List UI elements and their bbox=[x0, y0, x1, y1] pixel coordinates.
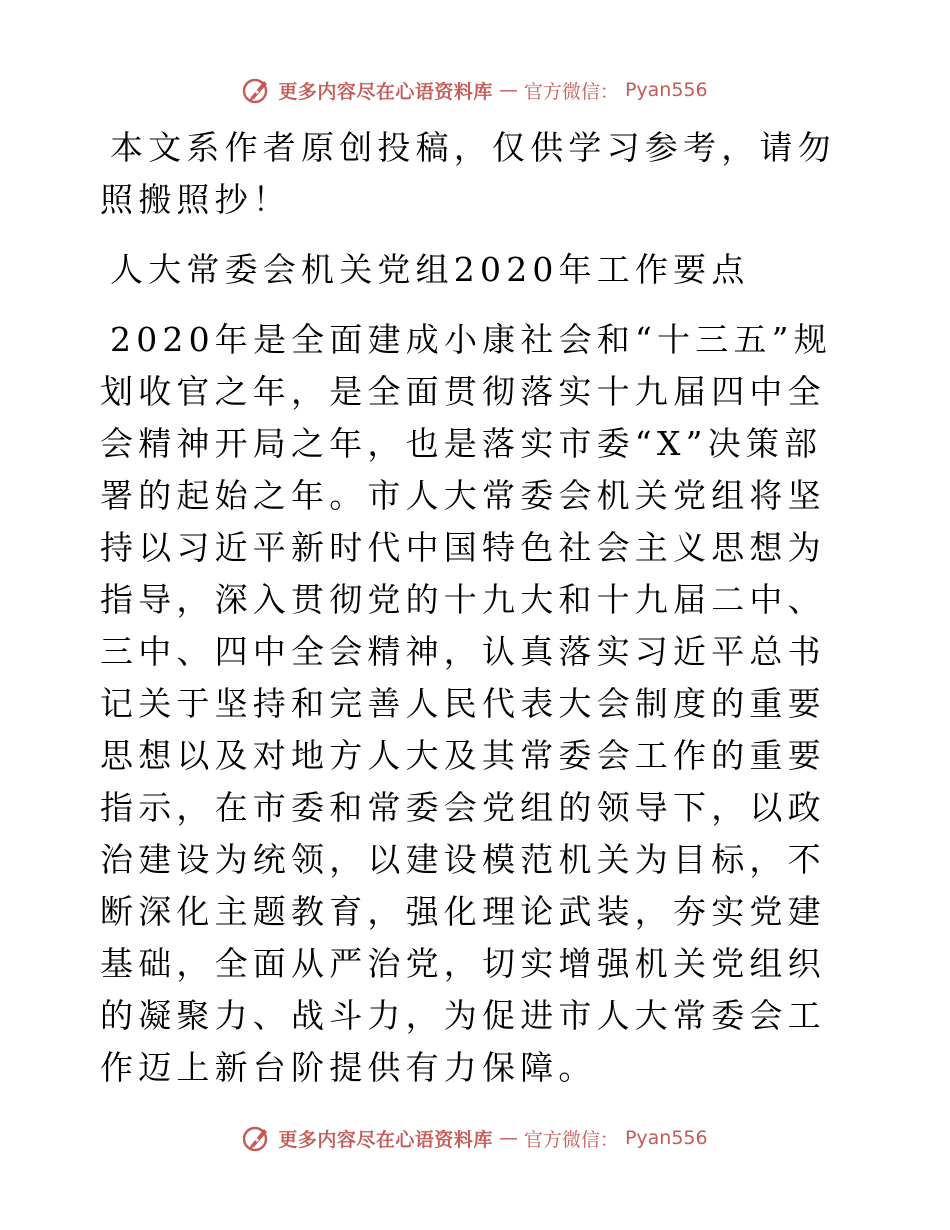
body-paragraph: 2020年是全面建成小康社会和“十三五”规划收官之年，是全面贯彻落实十九届四中全会精神开局之年，也是落实市委“X”决策部署的起始之年。市人大常委会机关党组将坚持以习近平新时代中国特色社会主义思想为指导，深入贯彻党的十九大和十九届二中、三中、四中全会精神，认真落实习近平总书记关于坚持和完善人民代表大会制度的重要思想以及对地方人大及其常委会工作的重要指示，在市委和常委会党组的领导下，以政治建设为统领，以建设模范机关为目标，不断深化主题教育，强化理论武装，夯实党建基础，全面从严治党，切实增强机关党组织的凝聚力、战斗力，为促进市人大常委会工作迈上新台阶提供有力保障。 bbox=[100, 320, 832, 1087]
watermark-dash: — bbox=[498, 79, 518, 101]
watermark-headline: 更多内容尽在心语资料库 bbox=[278, 1128, 493, 1151]
document-body bbox=[100, 122, 852, 1094]
watermark-dash: — bbox=[498, 1127, 518, 1149]
watermark-label: 官方微信： bbox=[523, 1128, 619, 1151]
disclaimer-text: 本文系作者原创投稿，仅供学习参考，请勿照搬照抄！ bbox=[100, 128, 836, 219]
watermark-label: 官方微信： bbox=[523, 80, 619, 103]
watermark-banner-inner bbox=[242, 75, 707, 105]
watermark-banner-bottom bbox=[0, 1120, 950, 1156]
watermark-wechat-id: Pyan556 bbox=[624, 1127, 708, 1149]
document-title: 人大常委会机关党组2020年工作要点 bbox=[110, 250, 750, 289]
pen-nib-logo-icon bbox=[242, 1123, 272, 1153]
watermark-banner-top bbox=[0, 72, 950, 108]
pen-nib-logo-icon bbox=[242, 75, 272, 105]
watermark-banner-inner bbox=[242, 1123, 707, 1153]
watermark-headline: 更多内容尽在心语资料库 bbox=[278, 80, 493, 103]
watermark-wechat-id: Pyan556 bbox=[624, 79, 708, 101]
